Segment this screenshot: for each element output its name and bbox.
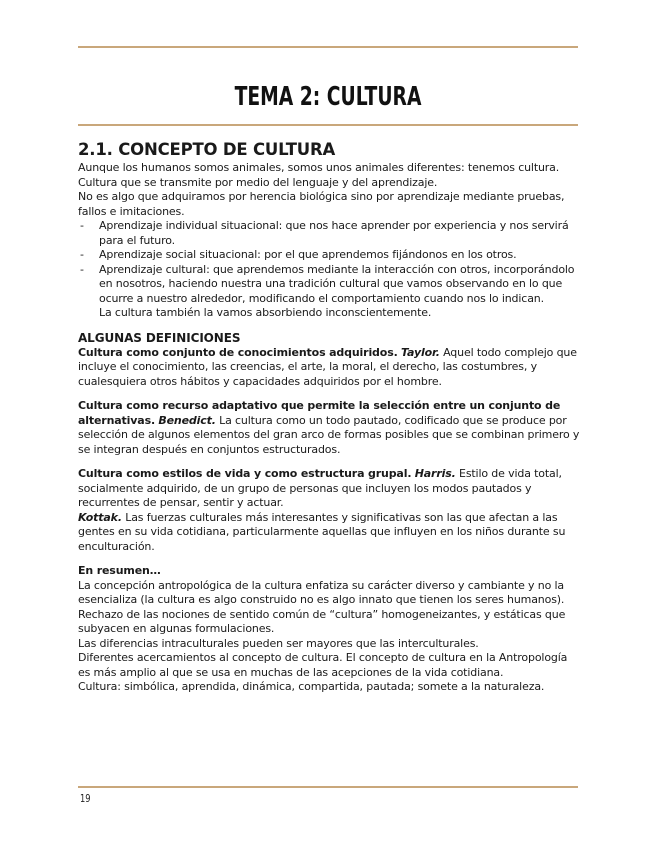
definition-title: Cultura como recurso adaptativo que permite la selección entre un conjunto de alternativas.	[78, 399, 561, 427]
summary-line: Rechazo de las nociones de sentido común de “cultura” homogeneizantes, y estáticas que subyacen en algunas formulaciones.	[78, 607, 566, 635]
definition-harris	[78, 467, 580, 511]
title-rule	[78, 124, 578, 126]
intro-line: No es algo que adquiramos por herencia biológica sino por aprendizaje mediante pruebas, fallos e imitaciones.	[78, 190, 565, 218]
list-note: La cultura también la vamos absorbiendo inconscientemente.	[99, 306, 432, 319]
definition-kottak	[78, 511, 580, 555]
intro-line: Aunque los humanos somos animales, somos unos animales diferentes: tenemos cultura.	[78, 161, 560, 174]
list-item: - Aprendizaje social situacional: por el que aprendemos fijándonos en los otros.	[78, 248, 580, 263]
definition-taylor	[78, 346, 580, 390]
page-title: TEMA 2: CULTURA	[234, 82, 422, 112]
definitions-heading: ALGUNAS DEFINICIONES	[78, 330, 241, 345]
learning-list	[78, 219, 580, 306]
definition-text: La cultura como un todo pautado, codificado que se produce por selección de algunos elementos del gran arco de formas posibles que se combinan primero y se integran después en conjuntos estructurados.	[78, 413, 580, 456]
summary-line: Las diferencias intraculturales pueden ser mayores que las interculturales.	[78, 636, 479, 650]
summary-line: Diferentes acercamientos al concepto de cultura. El concepto de cultura en la Antropología es más amplio al que se usa en muchas de las acepciones de la vida cotidiana.	[78, 651, 568, 679]
definition-title: Cultura como conjunto de conocimientos adquiridos.	[78, 345, 398, 359]
definition-text: Estilo de vida total, socialmente adquirido, de un grupo de personas que incluyen los modos pautados y recurrentes de pensar, sentir y actuar.	[78, 467, 562, 509]
page-number: 19	[80, 792, 91, 805]
definition-author: Benedict.	[158, 413, 216, 427]
definition-benedict	[78, 399, 580, 457]
summary-heading-text: En resumen…	[78, 564, 161, 577]
summary-heading	[78, 564, 580, 579]
definition-text: Las fuerzas culturales más interesantes y significativas son las que afectan a las gentes en su vida cotidiana, particularmente aquellas que influyen en los niños durante su enculturación.	[78, 510, 566, 553]
list-item: - Aprendizaje individual situacional: que nos hace aprender por experiencia y nos servirá para el futuro.	[78, 219, 580, 248]
definition-author: Harris.	[414, 467, 456, 480]
page-content	[78, 140, 580, 695]
definition-author: Kottak.	[78, 510, 122, 524]
intro-line: Cultura que se transmite por medio del lenguaje y del aprendizaje.	[78, 175, 438, 189]
section-heading: 2.1. CONCEPTO DE CULTURA	[78, 140, 336, 159]
top-rule	[78, 46, 578, 48]
footer-rule	[78, 786, 578, 788]
summary-line: Cultura: simbólica, aprendida, dinámica, compartida, pautada; somete a la naturaleza.	[78, 680, 545, 693]
definition-author: Taylor.	[400, 345, 440, 359]
definition-title: Cultura como estilos de vida y como estructura grupal.	[78, 467, 412, 480]
summary-line: La concepción antropológica de la cultura enfatiza su carácter diverso y cambiante y no la esencializa (la cultura es algo construido no es algo innato que tienen los seres humanos).	[78, 578, 565, 606]
definition-text: Aquel todo complejo que incluye el conocimiento, las creencias, el arte, la moral, el derecho, las costumbres, y cualesquiera otros hábitos y capacidades adquiridos por el hombre.	[78, 345, 577, 388]
list-item: - Aprendizaje cultural: que aprendemos mediante la interacción con otros, incorporándolo en nosotros, haciendo nuestra una tradición cultural que vamos observando en lo que ocurre a nuestro alrededor, modificando el comportamiento cuando nos lo indican.	[78, 263, 580, 307]
